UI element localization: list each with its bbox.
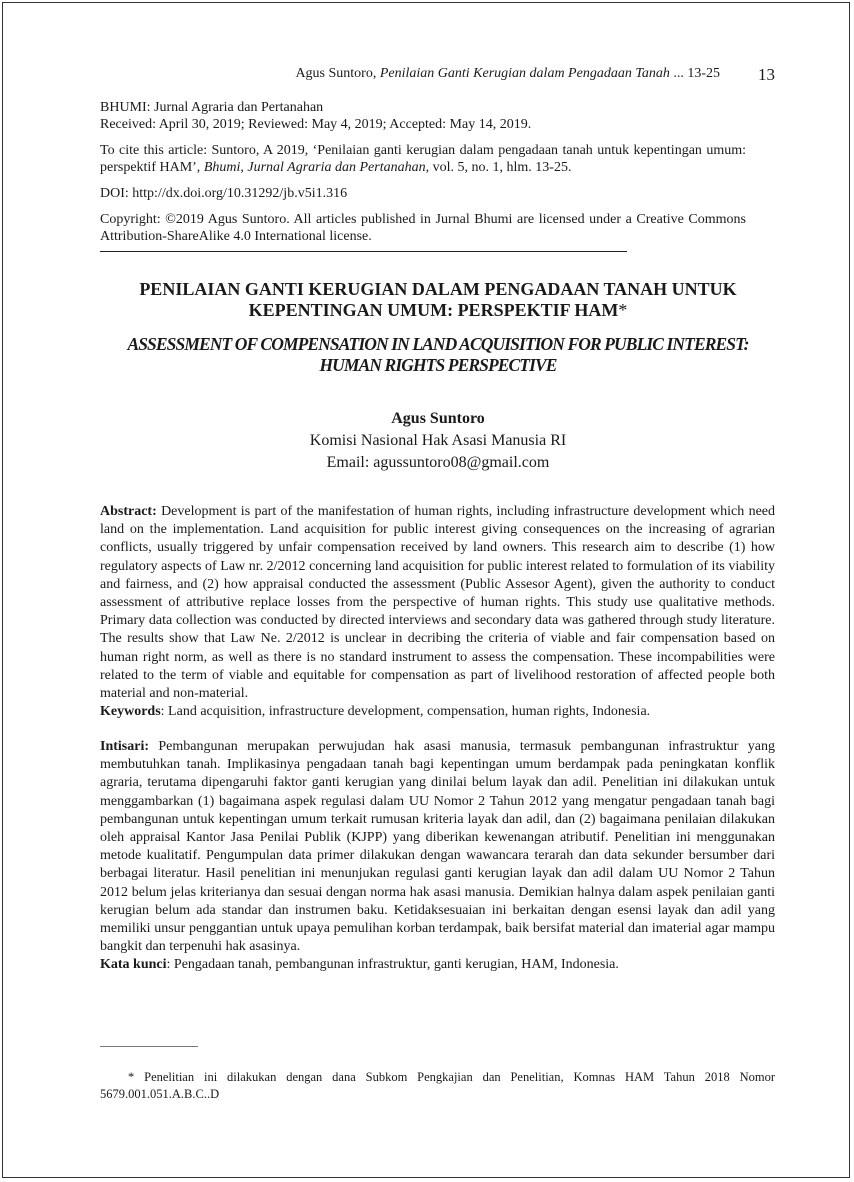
intisari-section — [100, 738, 775, 975]
footnote: * Penelitian ini dilakukan dengan dana Subkom Pengkajian dan Penelitian, Komnas HAM Tahun 2018 Nomor 5679.001.051.A.B.C..D — [100, 1070, 775, 1101]
citation-suffix: , vol. 5, no. 1, hlm. 13-25. — [425, 160, 572, 175]
doi-link[interactable]: DOI: http://dx.doi.org/10.31292/jb.v5i1.316 — [100, 186, 348, 201]
intisari-label: Intisari: — [100, 739, 149, 754]
abstract-text: Development is part of the manifestation of human rights, including infrastructure development which need land on the implementation. Land acquisition for public interest giving consequences on the increasing of agrarian conflicts, usually triggered by unfair compensation received by land owners. This research aim to describe (1) how regulatory aspects of Law nr. 2/2012 concerning land acquisition for public interest related to formulation of its viability and fairness, and (2) how appraisal conducted the assessment (Public Assesor Agent), given the authority to conduct assessment of attributive replace losses from the perspective of human rights. This study use qualitative methods. Primary data collection was conducted by directed interviews and secondary data was gathered through study literature. The results show that Law Ne. 2/2012 is unclear in decribing the criteria of viable and fair compensation based on human right norm, as well as there is no standard instrument to assess the compensation. These incompabilities were related to the term of viable and equitable for compensation as part of livelihood restoration of affected people both material and non-material. — [100, 504, 775, 702]
footnote-divider — [100, 1046, 198, 1047]
author-affiliation: Komisi Nasional Hak Asasi Manusia RI — [309, 432, 567, 449]
abstract-paragraph — [100, 503, 775, 703]
article-dates: Received: April 30, 2019; Reviewed: May 4, 2019; Accepted: May 14, 2019. — [100, 117, 532, 132]
author-block — [100, 408, 776, 474]
keywords-label: Keywords — [100, 704, 161, 720]
kata-kunci-line — [100, 956, 775, 974]
doi-block — [100, 185, 746, 202]
title-english: ASSESSMENT OF COMPENSATION IN LAND ACQUISITION FOR PUBLIC INTEREST: HUMAN RIGHTS PERSPECTIVE — [127, 334, 749, 375]
running-head-author: Agus Suntoro, — [295, 66, 377, 81]
title-footnote-marker: * — [618, 300, 628, 320]
citation-text — [100, 142, 746, 176]
journal-name: BHUMI: Jurnal Agraria dan Pertanahan — [100, 100, 324, 115]
running-head — [180, 66, 720, 82]
citation — [100, 142, 746, 176]
intisari-paragraph — [100, 738, 775, 956]
kata-kunci-text: : Pengadaan tanah, pembangunan infrastruktur, ganti kerugian, HAM, Indonesia. — [166, 957, 619, 973]
copyright-block — [100, 211, 746, 245]
author-email: Email: agussuntoro08@gmail.com — [326, 454, 550, 471]
title-indonesian — [100, 279, 776, 321]
copyright-text: Copyright: ©2019 Agus Suntoro. All articles published in Jurnal Bhumi are licensed under a Creative Commons Attribution-ShareAlike 4.0 International license. — [100, 212, 746, 244]
keywords-text: : Land acquisition, infrastructure development, compensation, human rights, Indonesia. — [160, 704, 651, 720]
running-head-pages: ... 13-25 — [673, 66, 720, 81]
abstract-section — [100, 503, 775, 721]
author-name: Agus Suntoro — [391, 410, 485, 427]
page-number: 13 — [758, 65, 775, 84]
journal-info — [100, 99, 746, 133]
abstract-label: Abstract: — [100, 504, 157, 519]
meta-divider — [100, 251, 627, 252]
keywords-line — [100, 703, 775, 721]
citation-journal: Bhumi, Jurnal Agraria dan Pertanahan — [203, 160, 426, 175]
running-head-title: Penilaian Ganti Kerugian dalam Pengadaan Tanah — [379, 66, 670, 81]
citation-prefix: To cite this article: Suntoro, A 2019, ‘Penilaian ganti kerugian dalam pengadaan tanah untuk kepentingan umum: perspektif HAM’, — [100, 143, 746, 175]
kata-kunci-label: Kata kunci — [100, 957, 167, 973]
intisari-text: Pembangunan merupakan perwujudan hak asasi manusia, termasuk pembangunan infrastruktur yang membutuhkan tanah. Implikasinya pengadaan tanah bagi kepentingan umum berdampak pada peningkatan konflik agraria, terutama dipengaruhi faktor ganti kerugian yang dinilai belum layak dan adil. Penelitian ini dilakukan untuk menggambarkan (1) bagaimana aspek regulasi dalam UU Nomor 2 Tahun 2012 yang mengatur pengadaan tanah bagi pembangunan untuk kepentingan umum terkait rumusan kriteria layak dan adil, dan (2) bagaimana penilaian dilakukan oleh appraisal Kantor Jasa Penilai Publik (KJPP) yang diberikan kewenangan atributif. Penelitian ini menggunakan metode kualitatif. Pengumpulan data primer dilakukan dengan wawancara terarah dan data sekunder bersumber dari berbagai literatur. Hasil penelitian ini menunjukan regulasi ganti kerugian layak dan adil dalam UU Nomor 2 Tahun 2012 belum jelas kriterianya dan sesuai dengan norma hak asasi manusia. Demikian halnya dalam aspek penilaian ganti kerugian belum ada standar dan instrumen baku. Ketidaksesuaian ini berkaitan dengan esensi layak dan adil yang memiliki unsur penggantian untuk upaya pemulihan korban terdampak, baik bersifat material dan imaterial agar mampu bangkit dan terpenuhi hak asasinya. — [100, 739, 775, 955]
title-indonesian-text: PENILAIAN GANTI KERUGIAN DALAM PENGADAAN TANAH UNTUK KEPENTINGAN UMUM: PERSPEKTIF HAM — [139, 279, 737, 320]
